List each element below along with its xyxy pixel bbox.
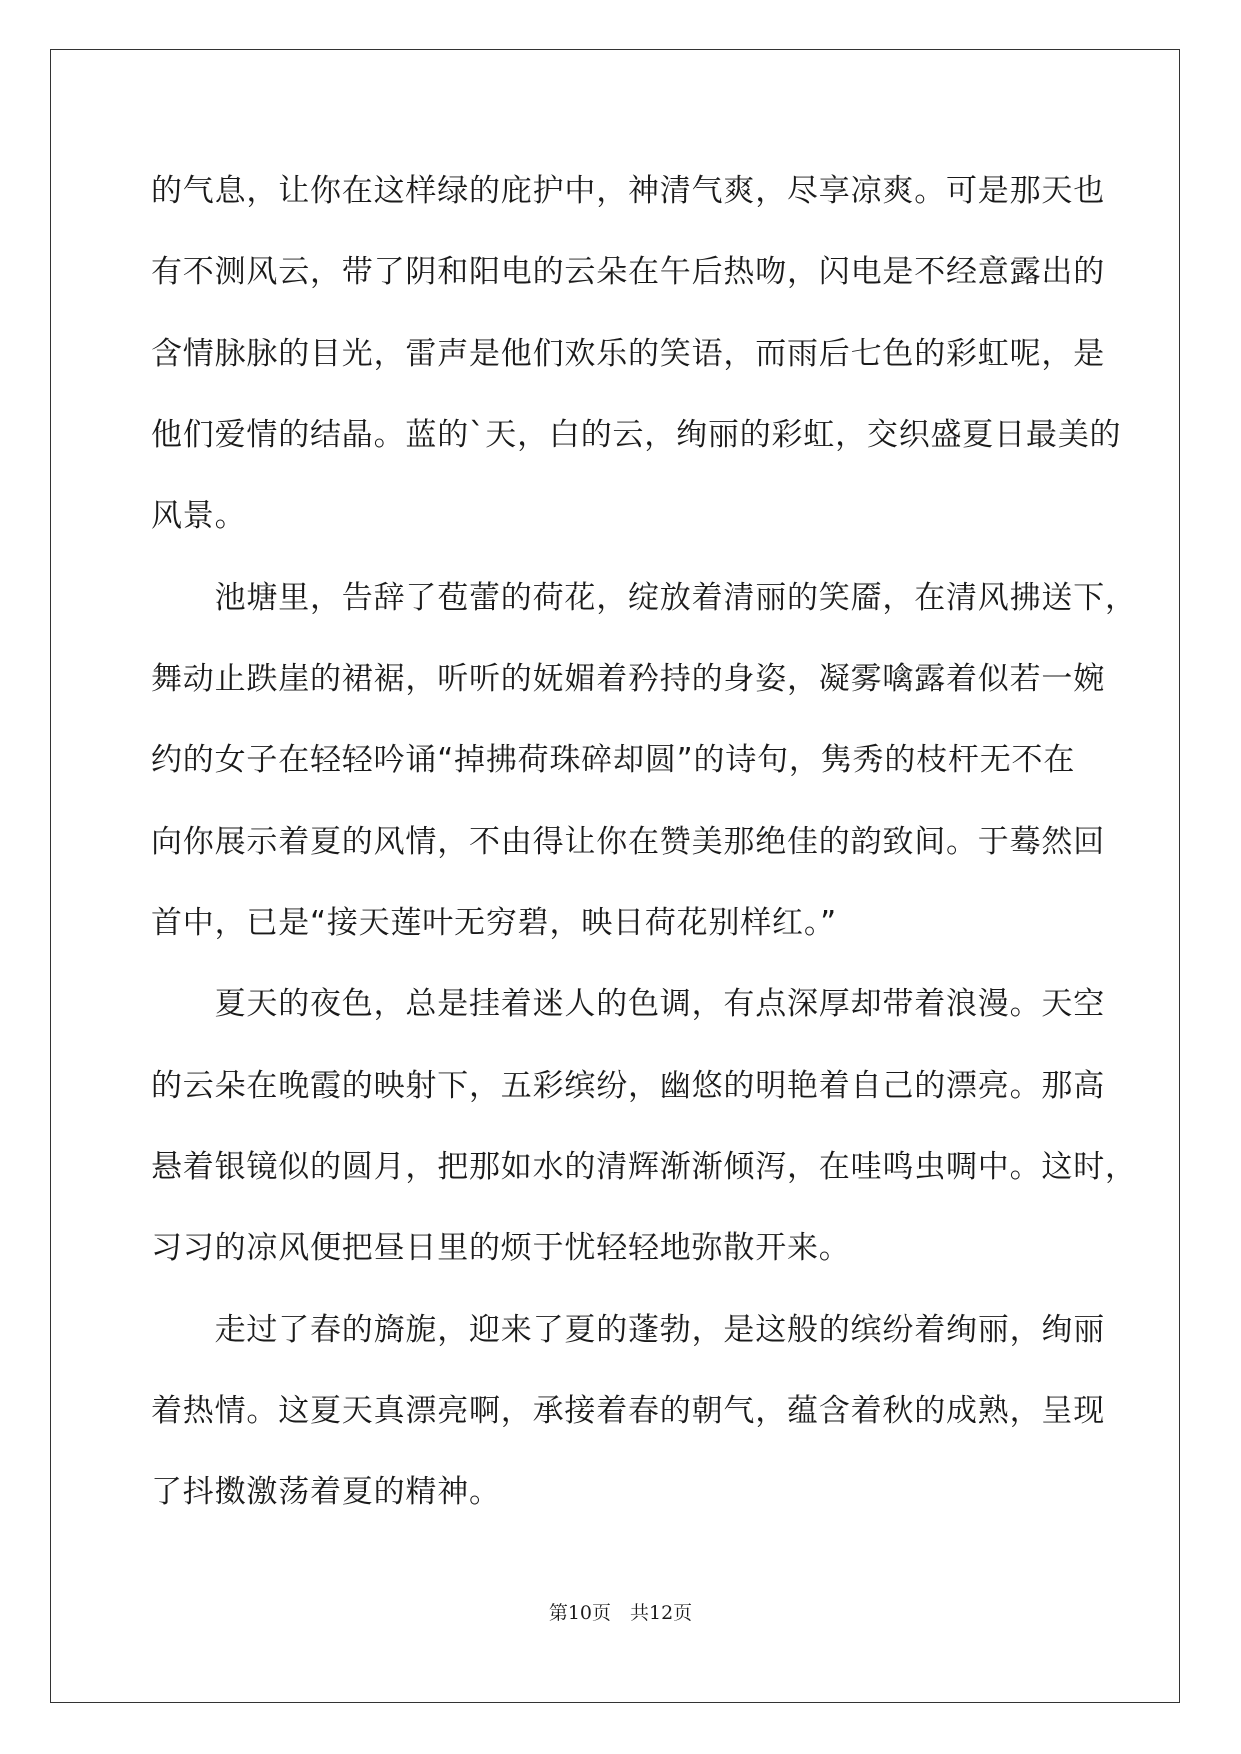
text-line: 的云朵在晚霞的映射下，五彩缤纷，幽悠的明艳着自己的漂亮。那高 (151, 1068, 1105, 1104)
text-line: 向你展示着夏的风情，不由得让你在赞美那绝佳的韵致间。于蓦然回 (151, 824, 1105, 860)
page-number-footer: 第10页 共12页 (548, 1602, 693, 1624)
page-border (50, 49, 1180, 1703)
text-line: 走过了春的旖旎，迎来了夏的蓬勃，是这般的缤纷着绚丽，绚丽 (151, 1312, 1105, 1348)
text-line: 含情脉脉的目光，雷声是他们欢乐的笑语，而雨后七色的彩虹呢，是 (151, 336, 1105, 372)
text-line: 习习的凉风便把昼日里的烦于忧轻轻地弥散开来。 (151, 1230, 851, 1266)
text-line: 风景。 (151, 498, 247, 534)
text-line: 有不测风云，带了阴和阳电的云朵在午后热吻，闪电是不经意露出的 (151, 254, 1105, 290)
text-line: 他们爱情的结晶。蓝的`天，白的云，绚丽的彩虹，交织盛夏日最美的 (151, 417, 1122, 453)
text-line: 着热情。这夏天真漂亮啊，承接着春的朝气，蕴含着秋的成熟，呈现 (151, 1393, 1105, 1429)
text-line: 池塘里，告辞了苞蕾的荷花，绽放着清丽的笑靥，在清风拂送下， (151, 580, 1137, 616)
text-line: 约的女子在轻轻吟诵“掉拂荷珠碎却圆”的诗句，隽秀的枝杆无不在 (151, 742, 1076, 778)
text-line: 舞动止跌崖的裙裾，听听的妩媚着矜持的身姿，凝雾噙露着似若一婉 (151, 661, 1105, 697)
text-line: 的气息，让你在这样绿的庇护中，神清气爽，尽享凉爽。可是那天也 (151, 173, 1105, 209)
text-line: 了抖擞激荡着夏的精神。 (151, 1474, 501, 1510)
text-line: 悬着银镜似的圆月，把那如水的清辉渐渐倾泻，在哇鸣虫啁中。这时， (151, 1149, 1137, 1185)
text-line: 首中，已是“接天莲叶无穷碧，映日荷花别样红。” (151, 905, 838, 941)
text-line: 夏天的夜色，总是挂着迷人的色调，有点深厚却带着浪漫。天空 (151, 986, 1105, 1022)
